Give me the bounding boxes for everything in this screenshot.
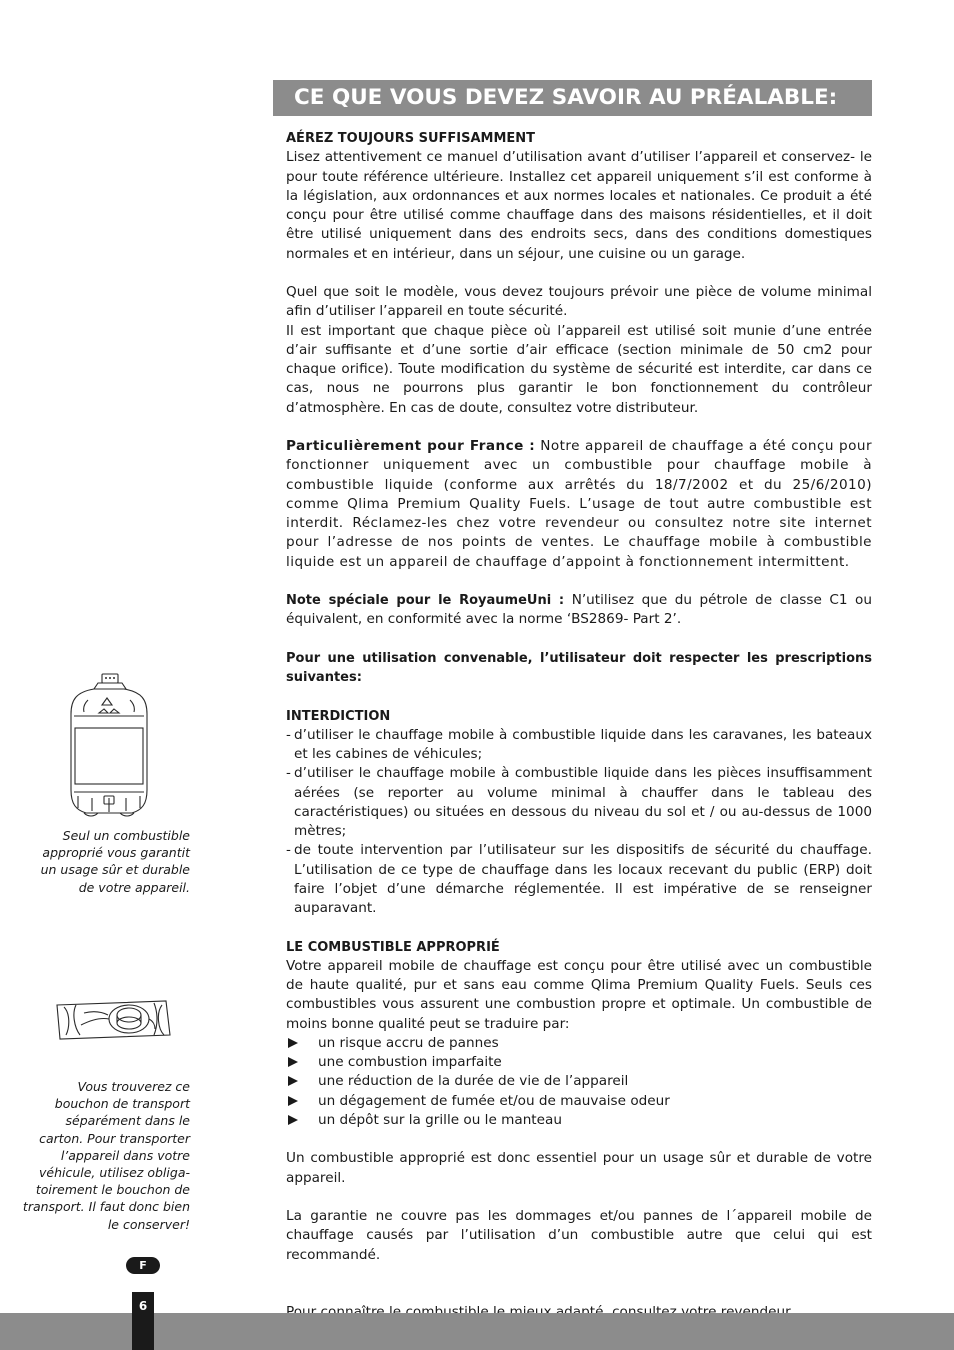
france-body: Notre appareil de chauffage a été conçu pour fonctionner uniquement avec un combustible pour chauffage mobile à combustible liquide (conforme aux arrêtés du 18/7/2002 et du 25/6/2010) comme Qlima Premium Quality Fuels. L’usage de tout autre combustible est interdit. Réclamez-les chez votre revendeur ou consultez notre site internet pour l’adresse de nos points de ventes. Le chauffage mobile à combustible liquide est un appareil de chauffage d’appoint à fonctionnement intermittent. xyxy=(286,438,872,570)
interdiction-list xyxy=(286,726,872,919)
language-badge: F xyxy=(126,1257,160,1274)
paragraph-france xyxy=(286,437,872,572)
paragraph-volume: Quel que soit le modèle, vous devez toujours prévoir une pièce de volume minimal afin d’utiliser l’appareil en toute sécurité. xyxy=(286,284,872,320)
list-item: - d’utiliser le chauffage mobile à combustible liquide dans les caravanes, les bateaux et les cabines de véhicules; xyxy=(286,726,872,765)
section-heading-combustible: LE COMBUSTIBLE APPROPRIÉ xyxy=(286,939,500,955)
caption-fuel: Seul un combustible approprié vous garantit un usage sûr et durable de votre appareil. xyxy=(40,828,190,895)
list-item: - de toute intervention par l’utilisateur sur les dispositifs de sécurité du chauffage. L’utilisation de ce type de chauffage dans les locaux recevant du public (ERP) doit faire l’objet d’une démarche réglementée. Il est impérative de se renseigner auparavant. xyxy=(286,841,872,918)
combustible-risks-list xyxy=(286,1034,872,1130)
france-lead: Particulièrement pour France : xyxy=(286,438,536,454)
list-item: une combustion imparfaite xyxy=(286,1053,872,1072)
uk-lead: Note spéciale pour le RoyaumeUni : xyxy=(286,593,565,608)
paragraph-warranty: La garantie ne couvre pas les dommages et/ou pannes de l´appareil mobile de chauffage causés par l’utilisation d’un combustible autre que celui qui est recommandé. xyxy=(286,1208,872,1263)
list-item: - d’utiliser le chauffage mobile à combustible liquide dans les pièces insuffisamment aérées (se reporter au volume minimal à chauffer dans le tableau des caractéristiques) ou situées en dessous du niveau du sol et / ou au-dessus de 1000 mètres; xyxy=(286,764,872,841)
fuel-container-icon xyxy=(62,670,156,820)
page-title: CE QUE VOUS DEVEZ SAVOIR AU PRÉALABLE: xyxy=(294,85,838,110)
list-item: une réduction de la durée de vie de l’appareil xyxy=(286,1072,872,1091)
paragraph-air: Il est important que chaque pièce où l’appareil est utilisé soit munie d’une entrée d’air suffisante et d’une sortie d’air efficace (section minimale de 50 cm2 pour chaque orifice). Toute modification du système de sécurité est interdite, car dans ce cas, nous ne pourrons plus garantir le bon fonctionnement du contrôleur d’atmosphère. En cas de doute, consultez votre distributeur. xyxy=(286,322,872,416)
list-item: un dépôt sur la grille ou le manteau xyxy=(286,1111,872,1130)
uk-body: N’utilisez que du pétrole de classe C1 ou équivalent, en conformité avec la norme ‘BS2869- Part 2’. xyxy=(286,592,872,628)
list-item: un risque accru de pannes xyxy=(286,1034,872,1053)
main-content xyxy=(286,129,872,1323)
prescriptions-heading: Pour une utilisation convenable, l’utilisateur doit respecter les prescriptions suivantes: xyxy=(286,650,872,685)
paragraph-combustible: Votre appareil mobile de chauffage est conçu pour être utilisé avec un combustible de haute qualité, pur et sans eau comme Qlima Premium Quality Fuels. Seuls ces combustibles vous assurent une combustion propre et optimale. Un combustible de moins bonne qualité peut se traduire par: xyxy=(286,957,872,1032)
caption-transport-cap: Vous trouverez ce bouchon de transport séparément dans le carton. Pour transporter l’appareil dans votre véhicule, utilisez obliga-toirement le bouchon de transport. Il faut donc bien le conserver! xyxy=(22,1079,190,1232)
page-number: 6 xyxy=(132,1292,154,1350)
page-title-banner xyxy=(273,80,872,116)
paragraph-uk xyxy=(286,591,872,630)
section-heading-interdiction: INTERDICTION xyxy=(286,708,391,724)
transport-cap-icon xyxy=(54,993,172,1043)
section-heading-ventilation: AÉREZ TOUJOURS SUFFISAMMENT xyxy=(286,131,536,146)
paragraph-ventilation: Lisez attentivement ce manuel d’utilisation avant d’utiliser l’appareil et conservez- le pour toute référence ultérieure. Installez cet appareil uniquement s’il est conforme à la législation, aux ordonnances et aux normes locales et nationales. Ce produit a été conçu pour être utilisé comme chauffage dans des maisons résidentielles, et il doit être utilisé uniquement dans des endroits secs, dans des conditions domestiques normales et en intérieur, dans un séjour, une cuisine ou un garage. xyxy=(286,149,872,262)
list-item: un dégagement de fumée et/ou de mauvaise odeur xyxy=(286,1092,872,1111)
paragraph-essential: Un combustible approprié est donc essentiel pour un usage sûr et durable de votre appareil. xyxy=(286,1150,872,1186)
